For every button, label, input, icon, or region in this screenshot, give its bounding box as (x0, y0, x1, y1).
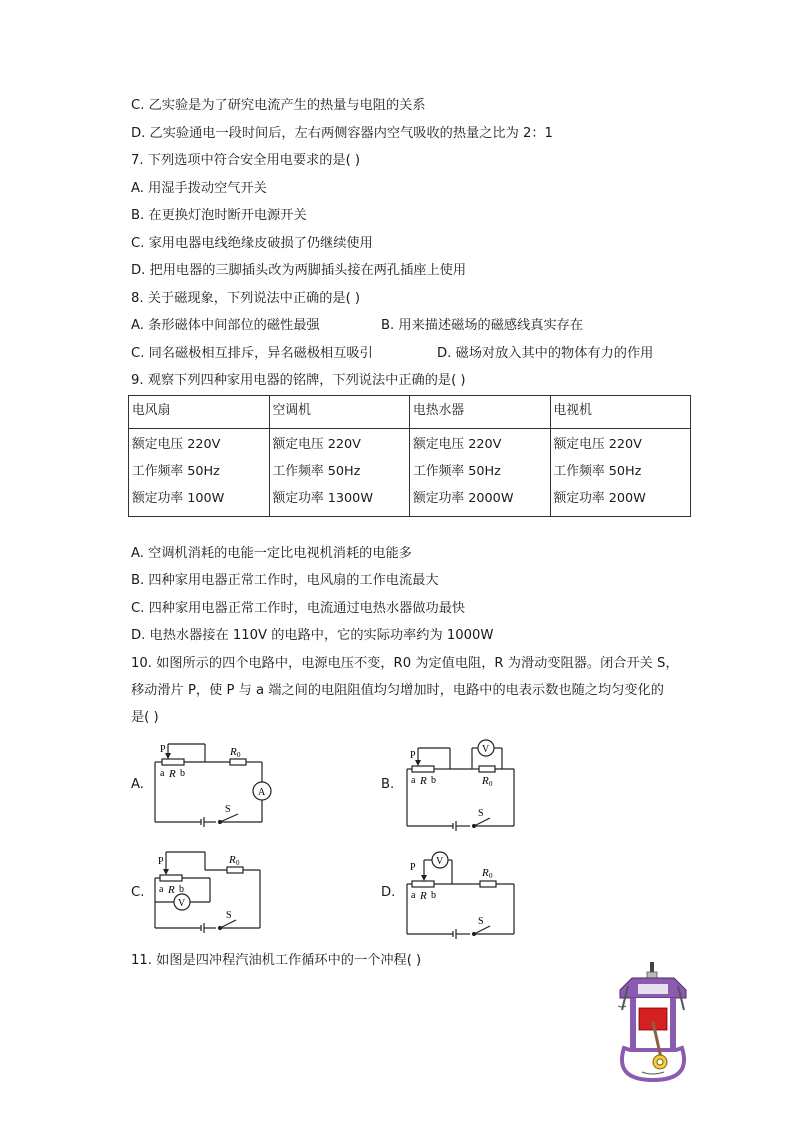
voltmeter-label: V (178, 898, 186, 909)
switch-s (474, 818, 490, 826)
end-b-label: b (180, 768, 185, 779)
cell-power: 额定功率 200W (553, 491, 646, 506)
q9-option-c: C. 四种家用电器正常工作时，电流通过电热水器做功最快 (131, 601, 466, 616)
q9-option-d: D. 电热水器接在 110V 的电路中，它的实际功率约为 1000W (131, 628, 494, 643)
r0-label: R (230, 746, 237, 758)
switch-label: S (478, 916, 484, 927)
switch-label: S (226, 910, 232, 921)
r0-label: R (482, 775, 489, 787)
q7-stem: 7. 下列选项中符合安全用电要求的是( ) (131, 153, 361, 168)
end-a-label: a (159, 884, 164, 895)
q7-option-c: C. 家用电器电线绝缘皮破损了仍继续使用 (131, 236, 373, 251)
r0-label: R (229, 854, 236, 866)
circuit-c-diagram (150, 848, 270, 934)
resistor-r0 (227, 867, 243, 873)
circuit-b-label: B. (381, 777, 395, 792)
q8-option-a: A. 条形磁体中间部位的磁性最强 (131, 318, 320, 333)
switch-label: S (225, 804, 231, 815)
circuit-b-diagram (402, 736, 522, 831)
rheostat-r (160, 875, 182, 881)
switch-s (220, 814, 238, 822)
q10-stem-line2: 移动滑片 P，使 P 与 a 端之间的电阻阻值均匀增加时，电路中的电表示数也随之均匀变化的 (131, 683, 664, 698)
cell-voltage: 额定电压 220V (132, 437, 221, 452)
circuit-a-label: A. (131, 777, 144, 792)
q6-option-d: D. 乙实验通电一段时间后，左右两侧容器内空气吸收的热量之比为 2：1 (131, 126, 553, 141)
end-a-label: a (160, 768, 165, 779)
q9-option-a: A. 空调机消耗的电能一定比电视机消耗的电能多 (131, 546, 412, 561)
rheostat-label: R (169, 768, 176, 780)
r0-sub: 0 (237, 751, 241, 759)
rheostat-r (412, 766, 434, 772)
q7-option-a: A. 用湿手拨动空气开关 (131, 181, 267, 196)
r0-sub: 0 (489, 872, 493, 880)
cell-frequency: 工作频率 50Hz (553, 464, 642, 479)
q10-stem-line1: 10. 如图所示的四个电路中，电源电压不变，R0 为定值电阻，R 为滑动变阻器。闭合开关 S， (131, 656, 679, 671)
cell-power: 额定功率 1300W (272, 491, 373, 506)
slider-p-label: P (410, 862, 416, 873)
resistor-r0 (230, 759, 246, 765)
end-a-label: a (411, 890, 416, 901)
end-a-label: a (411, 775, 416, 786)
rheostat-r (162, 759, 184, 765)
end-b-label: b (431, 890, 436, 901)
cell-voltage: 额定电压 220V (413, 437, 502, 452)
cell-voltage: 额定电压 220V (272, 437, 361, 452)
q7-option-b: B. 在更换灯泡时断开电源开关 (131, 208, 307, 223)
end-b-label: b (431, 775, 436, 786)
cell-frequency: 工作频率 50Hz (272, 464, 361, 479)
switch-s (474, 926, 490, 934)
slider-p-label: P (410, 750, 416, 761)
table-cell (269, 429, 410, 517)
table-header: 电视机 (550, 396, 691, 429)
circuit-a-diagram (150, 740, 280, 828)
voltmeter-label: V (482, 744, 490, 755)
q10-stem-line3: 是( ) (131, 710, 159, 725)
q9-stem: 9. 观察下列四种家用电器的铭牌，下列说法中正确的是( ) (131, 373, 466, 388)
q6-option-c: C. 乙实验是为了研究电流产生的热量与电阻的关系 (131, 98, 426, 113)
rheostat-label: R (420, 890, 427, 902)
table-cell (410, 429, 551, 517)
appliance-nameplate-table (128, 395, 691, 517)
rheostat-label: R (420, 775, 427, 787)
cell-power: 额定功率 2000W (413, 491, 514, 506)
cell-voltage: 额定电压 220V (553, 437, 642, 452)
circuit-d-label: D. (381, 885, 396, 900)
table-header: 电风扇 (129, 396, 270, 429)
table-header: 空调机 (269, 396, 410, 429)
slider-p-label: P (160, 744, 166, 755)
voltmeter-label: V (436, 856, 444, 867)
resistor-r0 (480, 881, 496, 887)
r0-sub: 0 (489, 780, 493, 788)
rheostat-label: R (168, 884, 175, 896)
table-header: 电热水器 (410, 396, 551, 429)
ammeter-label: A (258, 787, 266, 798)
circuit-d-diagram (402, 848, 522, 940)
r0-label: R (482, 867, 489, 879)
cell-frequency: 工作频率 50Hz (132, 464, 220, 479)
switch-label: S (478, 808, 484, 819)
q8-option-c: C. 同名磁极相互排斥，异名磁极相互吸引 (131, 346, 373, 361)
cell-power: 额定功率 100W (132, 491, 225, 506)
end-b-label: b (179, 884, 184, 895)
q11-stem: 11. 如图是四冲程汽油机工作循环中的一个冲程( ) (131, 953, 422, 968)
rheostat-r (412, 881, 434, 887)
resistor-r0 (479, 766, 495, 772)
four-stroke-engine-icon (612, 960, 694, 1082)
q8-option-b: B. 用来描述磁场的磁感线真实存在 (381, 318, 584, 333)
q7-option-d: D. 把用电器的三脚插头改为两脚插头接在两孔插座上使用 (131, 263, 467, 278)
r0-sub: 0 (236, 859, 240, 867)
switch-s (220, 920, 236, 928)
q8-stem: 8. 关于磁现象，下列说法中正确的是( ) (131, 291, 361, 306)
q9-option-b: B. 四种家用电器正常工作时，电风扇的工作电流最大 (131, 573, 439, 588)
cell-frequency: 工作频率 50Hz (413, 464, 501, 479)
table-cell (550, 429, 691, 517)
q8-option-d: D. 磁场对放入其中的物体有力的作用 (437, 346, 654, 361)
circuit-c-label: C. (131, 885, 145, 900)
slider-p-label: P (158, 856, 164, 867)
table-cell (129, 429, 270, 517)
